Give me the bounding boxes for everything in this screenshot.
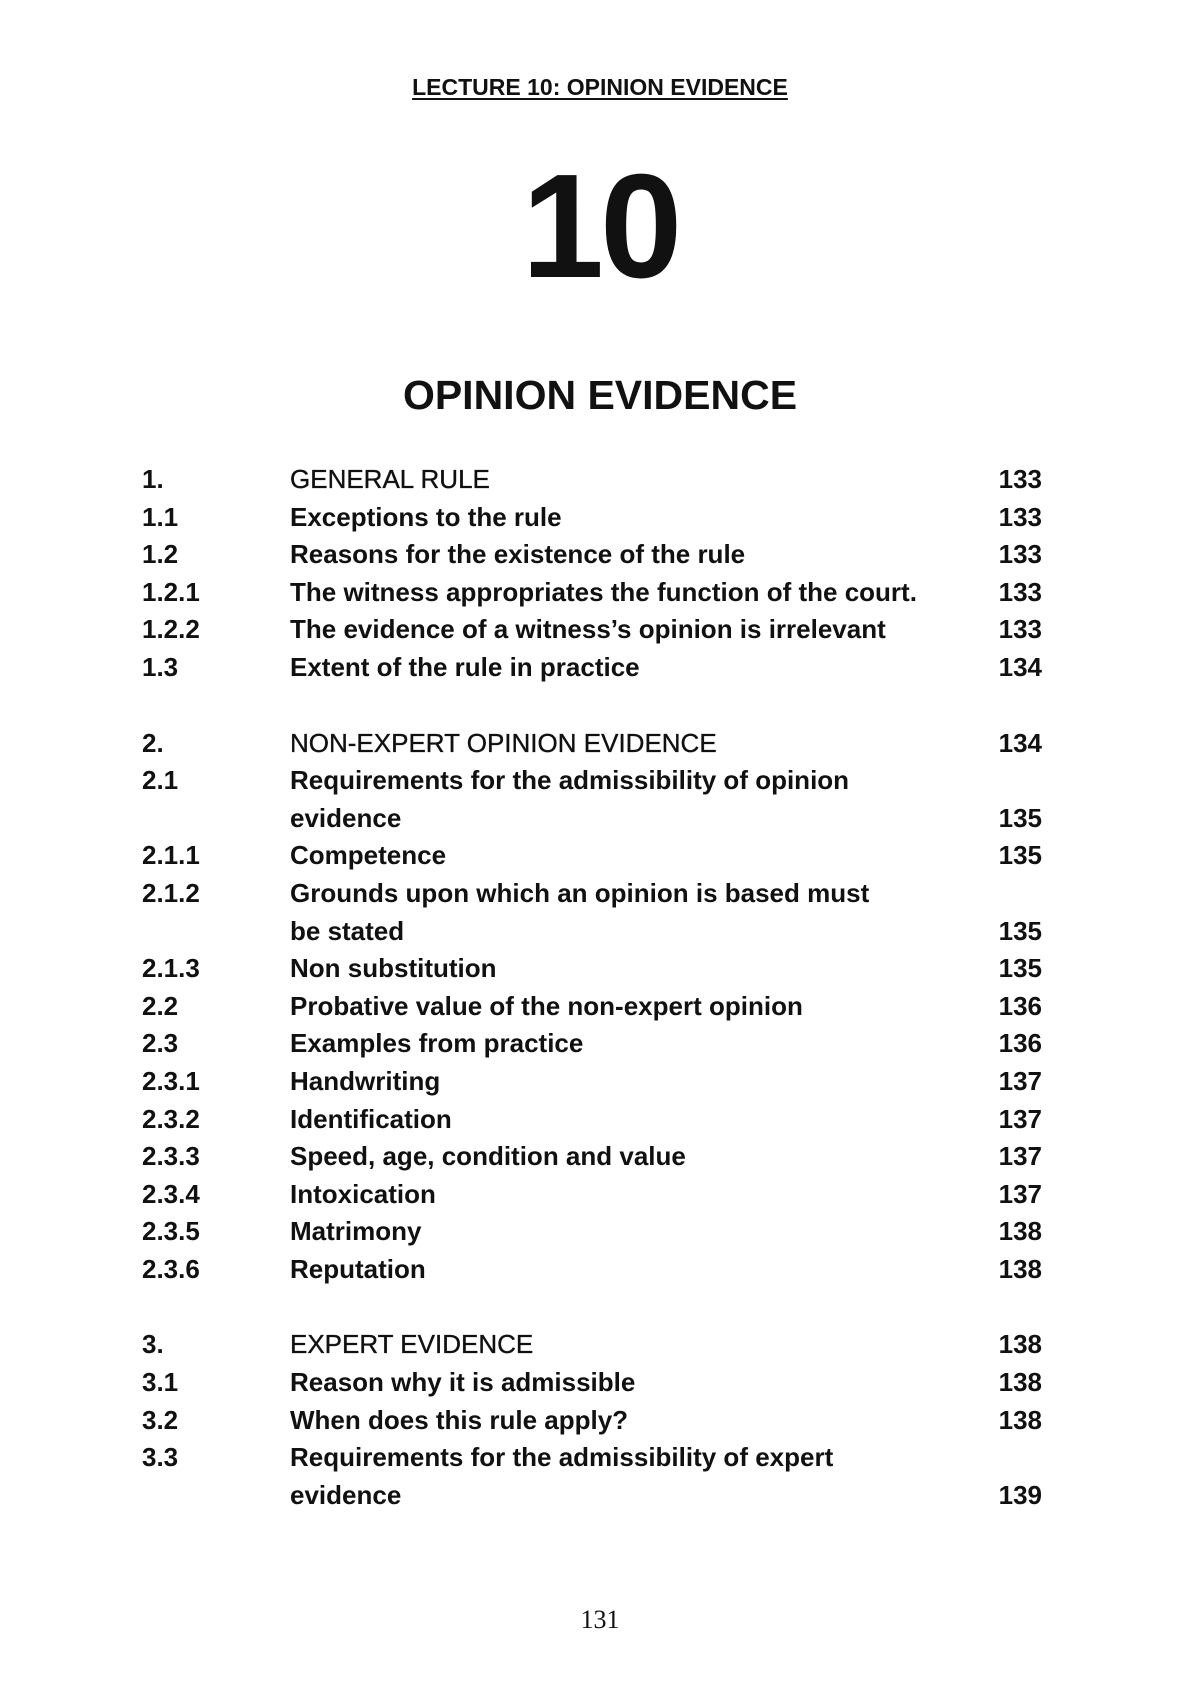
toc-entry-title: Grounds upon which an opinion is based must [290,877,870,908]
toc-entry [142,837,1042,875]
toc-entry-title: Probative value of the non-expert opinion [290,990,803,1021]
running-header-text: LECTURE 10: OPINION EVIDENCE [412,74,788,100]
toc-entry-page: 133 [998,464,1042,494]
toc-entry [142,988,1042,1026]
toc-entry-number: 3.2 [142,1404,179,1435]
toc-entry-title: Reputation [290,1253,426,1284]
toc-entry-page: 138 [998,1404,1042,1435]
toc-entry [142,536,1042,574]
toc-section-heading [142,725,1042,763]
toc-entry-page: 138 [998,1216,1042,1247]
toc-entry-page: 133 [998,501,1042,532]
toc-entry-title: When does this rule apply? [290,1404,629,1435]
toc-entry-page: 135 [998,953,1042,984]
toc-entry-page: 137 [998,1178,1042,1209]
toc-entry [142,611,1042,649]
toc-entry [142,1439,1042,1477]
toc-entry-number: 1.2 [142,539,179,570]
toc-entry-page: 137 [998,1103,1042,1134]
toc-entry [142,875,1042,913]
toc-entry-number: 2.3.3 [142,1141,200,1172]
toc-entry [142,762,1042,800]
toc-entry-number: 3. [142,1329,164,1360]
toc-entry-title: NON-EXPERT OPINION EVIDENCE [290,727,717,758]
toc-section-heading [142,1326,1042,1364]
toc-entry-number: 1.2.1 [142,576,200,607]
toc-entry-title: Matrimony [290,1216,422,1247]
toc-entry-title: Reason why it is admissible [290,1367,636,1398]
toc-entry-number: 2.1.3 [142,953,200,984]
toc-entry-number: 1.3 [142,651,179,682]
toc-entry-title: Competence [290,840,447,871]
toc-entry [142,1025,1042,1063]
toc-entry-page: 138 [998,1367,1042,1398]
toc-entry-title: Requirements for the admissibility of expert [290,1442,834,1473]
toc-entry-number: 2.1 [142,765,179,796]
toc-entry-title: Speed, age, condition and value [290,1141,686,1172]
toc-entry-title: Identification [290,1103,452,1134]
toc-entry [142,1176,1042,1214]
toc-entry-title: Handwriting [290,1065,441,1096]
toc-entry [142,1138,1042,1176]
toc-entry [142,1364,1042,1402]
toc-entry [142,913,1042,951]
toc-entry-title: Exceptions to the rule [290,501,562,532]
toc-entry-title: Extent of the rule in practice [290,651,640,682]
toc-entry-title: evidence [290,1479,402,1510]
toc-entry-title: GENERAL RULE [290,464,490,494]
running-header [0,74,1200,101]
toc-entry-number: 2.2 [142,990,179,1021]
toc-entry-page: 136 [998,990,1042,1021]
section-spacer [142,1288,1042,1326]
toc-entry [142,1402,1042,1440]
toc-entry [142,499,1042,537]
toc-entry-title: Intoxication [290,1178,436,1209]
toc-entry-title: Examples from practice [290,1028,584,1059]
toc-entry-page: 135 [998,840,1042,871]
toc-entry-title: EXPERT EVIDENCE [290,1329,534,1360]
toc-entry-title: Reasons for the existence of the rule [290,539,746,570]
toc-entry-title: Requirements for the admissibility of opinion [290,765,850,796]
section-spacer [142,687,1042,725]
toc-entry-number: 1. [142,464,164,494]
toc-entry-title: Non substitution [290,953,497,984]
toc-section-heading [142,461,1042,499]
toc-entry-number: 2.3.2 [142,1103,200,1134]
chapter-number: 10 [521,144,679,309]
toc-entry-number: 2.3 [142,1028,179,1059]
toc-entry-title: be stated [290,915,405,946]
page-number: 131 [580,1605,620,1634]
toc-entry-number: 2. [142,727,164,758]
toc-entry [142,800,1042,838]
toc-entry-number: 2.3.6 [142,1253,200,1284]
toc-entry-number: 3.1 [142,1367,179,1398]
toc-entry-number: 1.1 [142,501,179,532]
toc-entry-page: 135 [998,802,1042,833]
toc-entry [142,1063,1042,1101]
toc-entry [142,1213,1042,1251]
toc-entry-page: 136 [998,1028,1042,1059]
toc-entry-page: 133 [998,539,1042,570]
toc-entry-number: 3.3 [142,1442,179,1473]
toc-entry [142,1251,1042,1289]
toc-entry-page: 134 [998,651,1042,682]
toc-entry-title: The witness appropriates the function of the court. [290,576,917,607]
table-of-contents [142,461,1042,1514]
toc-entry-page: 137 [998,1065,1042,1096]
toc-entry-page: 138 [998,1253,1042,1284]
toc-entry [142,1101,1042,1139]
toc-entry-page: 139 [998,1479,1042,1510]
toc-entry-number: 1.2.2 [142,614,200,645]
chapter-title: OPINION EVIDENCE [402,372,798,418]
toc-entry-page: 137 [998,1141,1042,1172]
toc-entry [142,649,1042,687]
toc-entry-number: 2.1.1 [142,840,200,871]
toc-entry-page: 134 [998,727,1042,758]
toc-entry-number: 2.1.2 [142,877,200,908]
toc-entry [142,950,1042,988]
toc-entry-title: The evidence of a witness’s opinion is irrelevant [290,614,886,645]
toc-entry-number: 2.3.4 [142,1178,200,1209]
toc-entry-page: 133 [998,576,1042,607]
toc-entry-page: 138 [998,1329,1042,1360]
toc-entry-number: 2.3.5 [142,1216,200,1247]
toc-entry-page: 135 [998,915,1042,946]
toc-entry-page: 133 [998,614,1042,645]
toc-entry [142,574,1042,612]
toc-entry-title: evidence [290,802,402,833]
toc-entry [142,1477,1042,1515]
toc-entry-number: 2.3.1 [142,1065,200,1096]
